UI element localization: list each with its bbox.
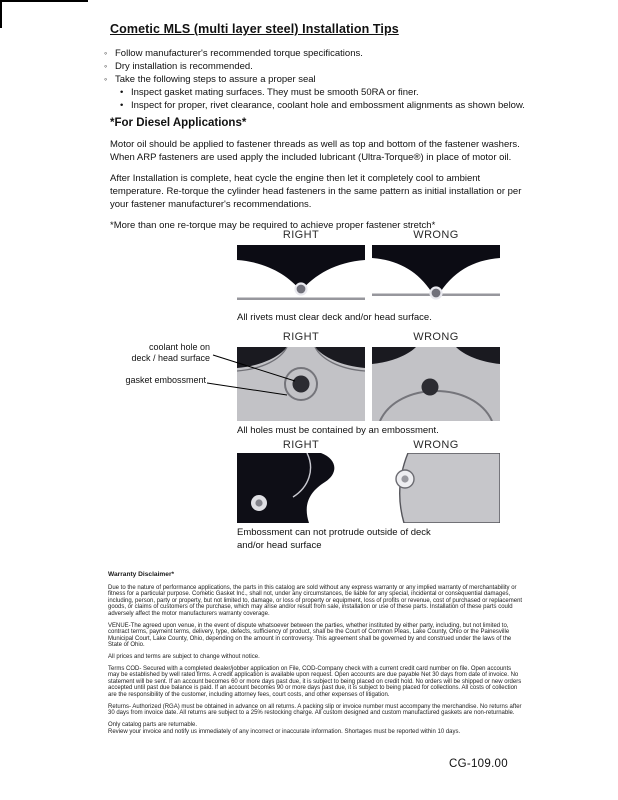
- tip-item: [104, 73, 576, 86]
- embossment-caption-line2: and/or head surface: [237, 540, 322, 551]
- right-label: RIGHT: [282, 229, 320, 241]
- diagram-rivet-right: [237, 245, 365, 307]
- embossment-caption-line1: Embossment can not protrude outside of deck: [237, 527, 431, 538]
- dot-bullet-icon: [120, 86, 131, 99]
- warranty-paragraph: VENUE-The agreed upon venue, in the event of dispute whatsoever between the parties, whether instituted by either party, including, but not limited to, contract terms, payment terms, delivery, type, defects, sufficiency of product, shall be the Court of Common Pleas, Lake County, Ohio or the Painesville Municipal Court, Lake County, Ohio, depending on the amount in controversy. This agreement shall be governed by and construed under the laws of the State of Ohio.: [108, 622, 512, 649]
- callout-text: gasket embossment: [125, 375, 206, 385]
- diagram-rivet-wrong: [372, 245, 500, 307]
- circle-bullet-icon: [104, 60, 115, 73]
- diagram-embossment-right: [237, 453, 365, 523]
- warranty-heading: Warranty Disclaimer*: [108, 571, 175, 578]
- tip-text: Dry installation is recommended.: [115, 61, 253, 72]
- diesel-paragraph: *More than one re-torque may be required to achieve proper fastener stretch*: [110, 220, 436, 231]
- circle-bullet-icon: [104, 73, 115, 86]
- tip-item: [104, 60, 576, 73]
- diesel-applications-section: [110, 117, 524, 240]
- tip-item: [104, 47, 576, 60]
- callout-text: deck / head surface: [131, 352, 210, 363]
- wrong-label: WRONG: [413, 439, 459, 451]
- diagram-hole-wrong: [372, 347, 500, 421]
- sub-tip-item: [120, 99, 576, 112]
- sub-tip-item: [120, 86, 576, 99]
- gasket-embossment-callout: [112, 375, 206, 386]
- warranty-paragraph: Review your invoice and notify us immediately of any incorrect or inaccurate information. Shortages must be reported within 10 days.: [108, 729, 461, 736]
- warranty-paragraph: Terms COD- Secured with a completed dealer/jobber application on File, COD-Company check with a current credit card number on file. Open accounts may be established by well rated firms. A credit application is available upon request. Open accounts are due payable Net 30 days from date of invoice. No statement will be sent. If an account becomes 60 or more days past due, it is subject to being placed on credit hold. No orders will be shipped or new orders accepted until past due balance is paid. If an account becomes 90 or more days past due, it is subject to being placed for collections. All costs of collection are the responsibility of the customer, including attorney fees, court costs, and other expenses of litigation.: [108, 665, 522, 698]
- warranty-paragraph: Due to the nature of performance applications, the parts in this catalog are sold without any express warranty or any implied warranty of merchantability or fitness for a particular purpose. Cometic Gasket Inc., shall not, under any circumstances, be liable for any special, incidental or consequential damages, including, person, party or property, but not limited to, damage, or loss of property or equipment, loss of profits or revenue, cost of purchased or replacement goods, or claims of customers of the purchase, which may arise and/or result from sale, installation or use of these parts. Installation of these parts could adversely affect the motor manufacturers warranty coverage.: [108, 584, 523, 617]
- sub-tip-text: Inspect gasket mating surfaces. They must be smooth 50RA or finer.: [131, 87, 419, 98]
- right-label: RIGHT: [282, 331, 320, 343]
- tip-text: Take the following steps to assure a proper seal: [115, 74, 316, 85]
- tip-text: Follow manufacturer's recommended torque specifications.: [115, 48, 363, 59]
- crop-mark-horizontal: [0, 0, 88, 2]
- diesel-paragraph: After Installation is complete, heat cycle the engine then let it completely cool to ambient temperature. Re-torque the cylinder head fasteners in the same pattern as initial installation or per your fastener manufacturer's recommendations.: [110, 173, 522, 210]
- warranty-disclaimer-section: [108, 572, 524, 741]
- hole-caption: All holes must be contained by an embossment.: [237, 425, 439, 436]
- sub-tip-text: Inspect for proper, rivet clearance, coolant hole and embossment alignments as shown below.: [131, 100, 525, 111]
- diagram-hole-right: [237, 347, 365, 421]
- crop-mark-vertical: [0, 0, 2, 28]
- page-code: CG-109.00: [449, 758, 508, 770]
- rivet-caption: All rivets must clear deck and/or head surface.: [237, 312, 432, 323]
- right-label: RIGHT: [282, 439, 320, 451]
- warranty-paragraph: Returns- Authorized (RGA) must be obtained in advance on all returns. A packing slip or invoice number must accompany the merchandise. No returns after 30 days from invoice date. All returns are subject to a 25% restocking charge. All custom designed and custom manufactured gaskets are non-returnable.: [108, 703, 522, 717]
- diesel-paragraph: Motor oil should be applied to fastener threads as well as top and bottom of the fastener washers. When ARP fasteners are used apply the included lubricant (Ultra-Torque®) in place of motor oil.: [110, 139, 520, 163]
- coolant-hole-callout: [112, 342, 210, 363]
- warranty-paragraph: All prices and terms are subject to change without notice.: [108, 653, 260, 660]
- wrong-label: WRONG: [413, 229, 459, 241]
- dot-bullet-icon: [120, 99, 131, 112]
- diesel-heading: *For Diesel Applications*: [110, 117, 247, 129]
- page-title: Cometic MLS (multi layer steel) Installation Tips: [110, 22, 399, 36]
- diagram-embossment-wrong: [372, 453, 500, 523]
- installation-tips-list: [104, 47, 576, 112]
- warranty-paragraph: Only catalog parts are returnable.: [108, 721, 198, 728]
- callout-text: coolant hole on: [148, 342, 210, 352]
- circle-bullet-icon: [104, 47, 115, 60]
- wrong-label: WRONG: [413, 331, 459, 343]
